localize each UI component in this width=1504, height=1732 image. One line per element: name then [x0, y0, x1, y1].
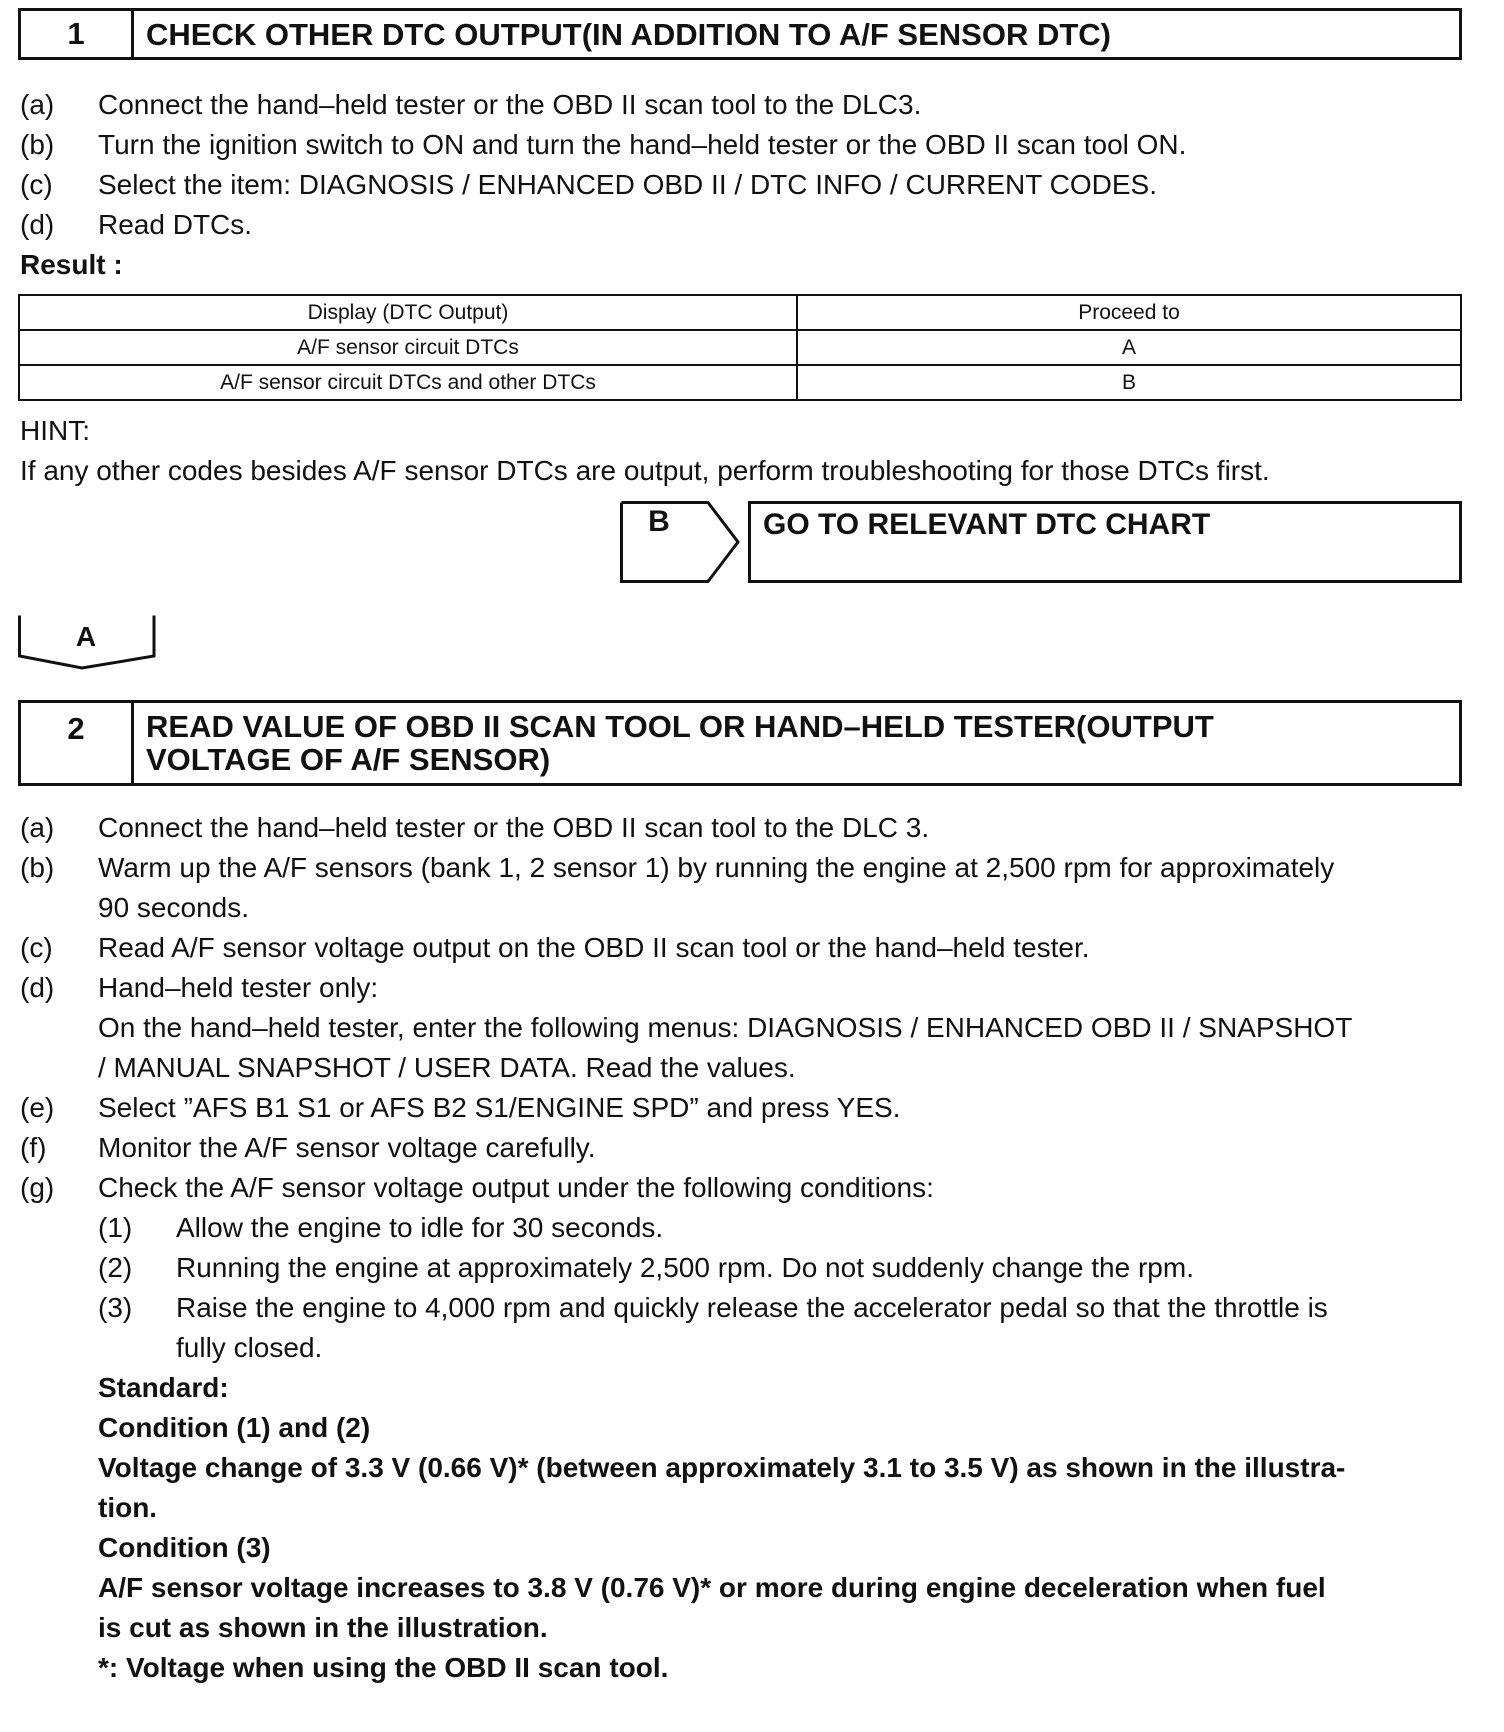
table-cell: B [797, 365, 1461, 400]
standard-condition-3-text-line-2: is cut as shown in the illustration. [98, 1612, 548, 1643]
table-row [19, 365, 1461, 400]
subitem-3-text-line-1: Raise the engine to 4,000 rpm and quickly release the accelerator pedal so that the throttle is [176, 1292, 1328, 1323]
step-1-item-d-text: Read DTCs. [98, 209, 253, 240]
step-2-item-g-label: (g) [20, 1172, 55, 1203]
branch-b-letter: B [648, 505, 670, 538]
table-header-cell: Display (DTC Output) [19, 295, 797, 330]
subitem-3-label: (3) [98, 1292, 133, 1323]
standard-condition-3-text-line-1: A/F sensor voltage increases to 3.8 V (0.76 V)* or more during engine deceleration when fuel [98, 1572, 1326, 1603]
step-2-title-line-1: READ VALUE OF OBD II SCAN TOOL OR HAND–HELD TESTER(OUTPUT [146, 709, 1214, 744]
step-2-item-g-text: Check the A/F sensor voltage output under the following conditions: [98, 1172, 934, 1203]
step-2-title [134, 703, 1459, 783]
step-2-item-d-text-line-3: / MANUAL SNAPSHOT / USER DATA. Read the values. [98, 1052, 796, 1083]
subitem-1-label: (1) [98, 1212, 133, 1243]
step-2-item-b-text-line-1: Warm up the A/F sensors (bank 1, 2 sensor 1) by running the engine at 2,500 rpm for approximately [98, 852, 1335, 883]
step-2-header [18, 700, 1462, 786]
step-1-item-d-label: (d) [20, 209, 55, 240]
step-2-item-a-text: Connect the hand–held tester or the OBD II scan tool to the DLC 3. [98, 812, 930, 843]
step-2-item-f-text: Monitor the A/F sensor voltage carefully. [98, 1132, 596, 1163]
step-2-item-d-text-line-1: Hand–held tester only: [98, 972, 379, 1003]
branch-a-letter: A [75, 621, 97, 652]
standard-footnote: *: Voltage when using the OBD II scan tool. [98, 1652, 669, 1683]
table-cell: A/F sensor circuit DTCs [19, 330, 797, 365]
subitem-2-label: (2) [98, 1252, 133, 1283]
step-1-item-c-text: Select the item: DIAGNOSIS / ENHANCED OBD II / DTC INFO / CURRENT CODES. [98, 169, 1157, 200]
step-2-item-a-label: (a) [20, 812, 55, 843]
standard-condition-1-2-text-line-1: Voltage change of 3.3 V (0.66 V)* (between approximately 3.1 to 3.5 V) as shown in the illustra- [98, 1452, 1346, 1483]
standard-condition-1-2-text-line-2: tion. [98, 1492, 158, 1523]
step-1-title: CHECK OTHER DTC OUTPUT(IN ADDITION TO A/F SENSOR DTC) [146, 16, 1111, 52]
subitem-1-text: Allow the engine to idle for 30 seconds. [176, 1212, 664, 1243]
step-1-header [18, 8, 1462, 60]
hint-label: HINT: [20, 415, 90, 446]
subitem-2-text: Running the engine at approximately 2,500 rpm. Do not suddenly change the rpm. [176, 1252, 1194, 1283]
step-2-item-b-label: (b) [20, 852, 55, 883]
standard-condition-1-2-heading: Condition (1) and (2) [98, 1412, 371, 1443]
step-1-item-a-text: Connect the hand–held tester or the OBD II scan tool to the DLC3. [98, 89, 922, 120]
standard-label: Standard: [98, 1372, 229, 1403]
step-1-item-b-text: Turn the ignition switch to ON and turn the hand–held tester or the OBD II scan tool ON. [98, 129, 1187, 160]
table-header-row [19, 295, 1461, 330]
hint-text: If any other codes besides A/F sensor DTCs are output, perform troubleshooting for those DTCs first. [20, 455, 1270, 486]
step-2-item-e-label: (e) [20, 1092, 55, 1123]
step-1-item-c-label: (c) [20, 169, 53, 200]
step-1-item-a-label: (a) [20, 89, 55, 120]
step-2-item-c-text: Read A/F sensor voltage output on the OBD II scan tool or the hand–held tester. [98, 932, 1090, 963]
step-2-item-d-label: (d) [20, 972, 55, 1003]
table-row [19, 330, 1461, 365]
standard-condition-3-heading: Condition (3) [98, 1532, 271, 1563]
step-2-item-e-text: Select ”AFS B1 S1 or AFS B2 S1/ENGINE SPD” and press YES. [98, 1092, 901, 1123]
step-1-item-b-label: (b) [20, 129, 55, 160]
table-header-cell: Proceed to [797, 295, 1461, 330]
step-2-item-f-label: (f) [20, 1132, 47, 1163]
step-1-number: 1 [21, 11, 134, 57]
step-2-item-b-text-line-2: 90 seconds. [98, 892, 249, 923]
step-2-title-line-2: VOLTAGE OF A/F SENSOR) [146, 742, 551, 777]
result-table [18, 294, 1462, 401]
step-2-item-c-label: (c) [20, 932, 53, 963]
table-cell: A [797, 330, 1461, 365]
branch-b-action-box: GO TO RELEVANT DTC CHART [748, 501, 1462, 583]
table-cell: A/F sensor circuit DTCs and other DTCs [19, 365, 797, 400]
subitem-3-text-line-2: fully closed. [176, 1332, 323, 1363]
result-label: Result : [20, 249, 123, 280]
step-2-number: 2 [21, 703, 134, 783]
step-2-item-d-text-line-2: On the hand–held tester, enter the following menus: DIAGNOSIS / ENHANCED OBD II / SNAPSHOT [98, 1012, 1353, 1043]
